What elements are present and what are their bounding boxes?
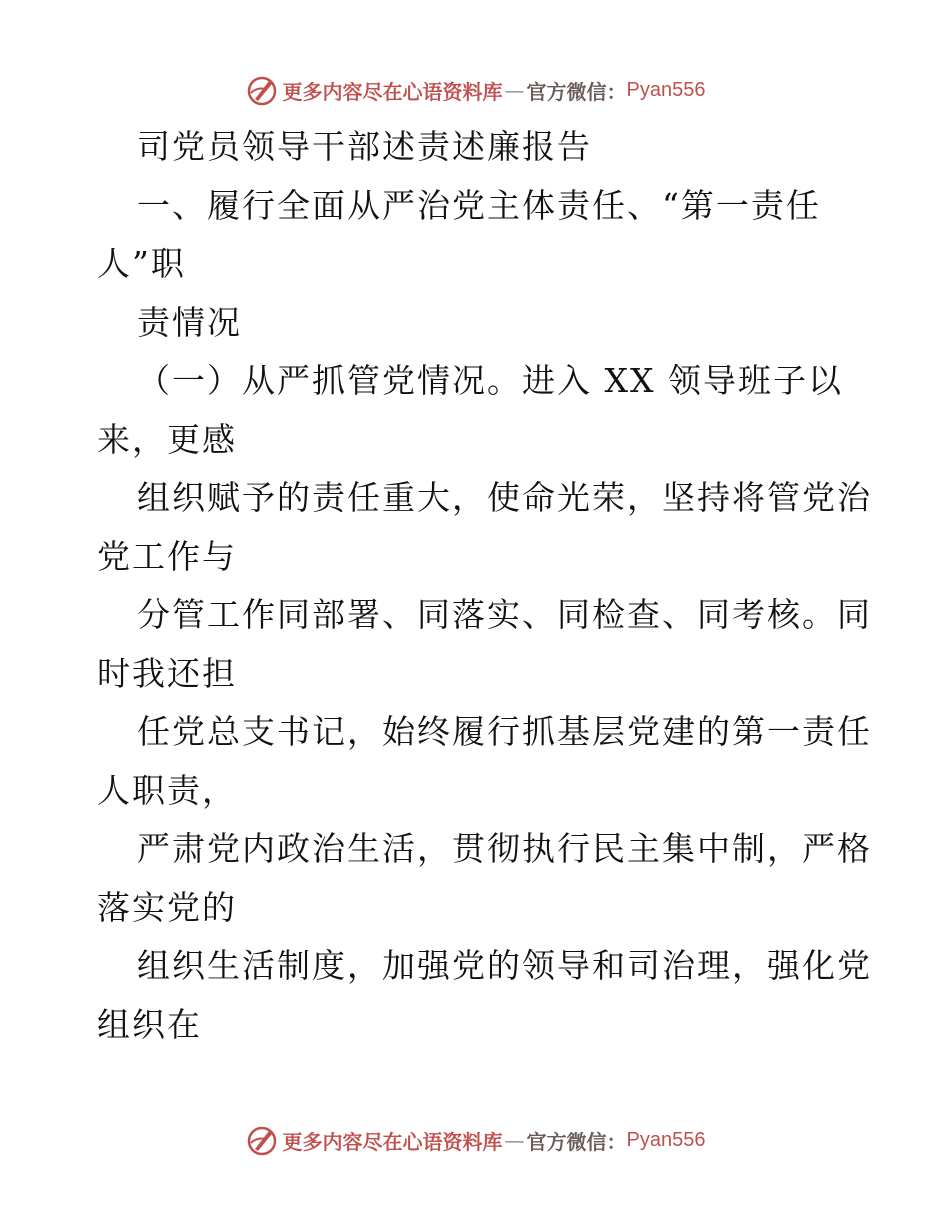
- text-line: 党工作与: [97, 536, 237, 576]
- text-line: 组织在: [97, 1004, 202, 1044]
- watermark-wechat-label: 官方微信：: [526, 1129, 627, 1154]
- text-line: 组织赋予的责任重大，使命光荣，坚持将管党治: [137, 478, 872, 517]
- document-title: 司党员领导干部述责述廉报告: [137, 127, 592, 166]
- text-line: 责情况: [137, 302, 242, 342]
- watermark-site-text: 更多内容尽在心语资料库: [282, 1129, 503, 1154]
- watermark-wechat-id: Pyan556: [626, 1128, 706, 1151]
- text-line: 组织生活制度，加强党的领导和司治理，强化党: [137, 946, 872, 985]
- text-line: 落实党的: [97, 887, 237, 927]
- text-line: 人职责，: [97, 770, 237, 810]
- header-watermark: [0, 72, 950, 108]
- watermark-separator: —: [504, 1128, 525, 1152]
- text-line: 任党总支书记，始终履行抓基层党建的第一责任: [137, 712, 872, 751]
- watermark-wechat-id: Pyan556: [626, 78, 706, 101]
- text-line: 严肃党内政治生活，贯彻执行民主集中制，严格: [137, 829, 872, 868]
- text-line: 一、履行全面从严治党主体责任、“第一责任: [137, 185, 821, 225]
- watermark-site-text: 更多内容尽在心语资料库: [282, 79, 503, 104]
- quill-logo-icon: [245, 73, 279, 107]
- text-line: 来，更感: [97, 419, 237, 459]
- footer-watermark: [0, 1122, 950, 1158]
- document-body: [97, 118, 872, 1054]
- text-line: （一）从严抓管党情况。进入 XX 领导班子以: [137, 361, 843, 400]
- quill-logo-icon: [245, 1123, 279, 1157]
- text-line: 分管工作同部署、同落实、同检查、同考核。同: [137, 595, 872, 634]
- text-line: 人”职: [97, 244, 186, 283]
- watermark-wechat-label: 官方微信：: [526, 79, 627, 104]
- watermark-separator: —: [504, 78, 525, 102]
- text-line: 时我还担: [97, 653, 237, 693]
